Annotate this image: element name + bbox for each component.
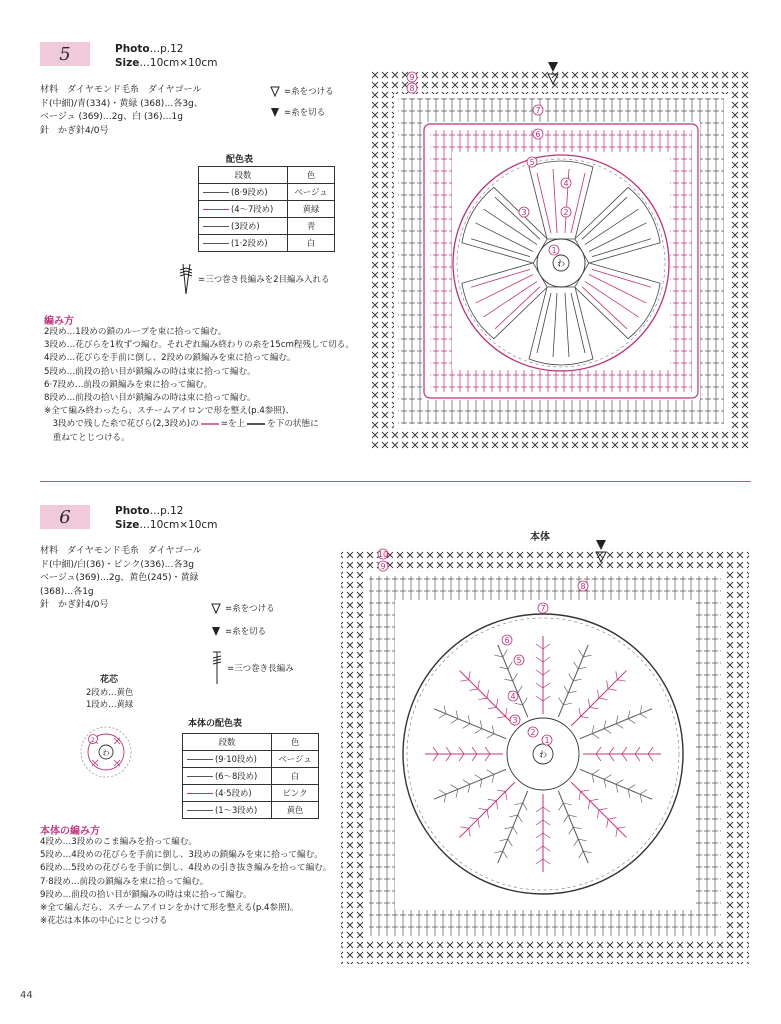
petal-stitch	[597, 810, 598, 818]
petal-stitch	[433, 747, 438, 754]
round-label-2: 2	[90, 736, 96, 744]
petal-stitch	[628, 789, 630, 797]
round-label-2: 2	[530, 728, 536, 737]
petal-stitch	[543, 846, 550, 851]
legend-triple-crochet-5: =三つ巻き長編みを2目編み入れる	[178, 262, 330, 296]
petal-stitch	[607, 680, 608, 688]
petal-stitch	[536, 683, 543, 688]
flower-center-chart	[78, 724, 134, 780]
petal-stitch	[559, 803, 564, 810]
petal-stitch	[564, 686, 569, 693]
petal-stitch	[463, 780, 470, 785]
petal-stitch	[459, 747, 464, 754]
petal-stitch	[456, 789, 458, 797]
petal-stitch	[523, 698, 528, 705]
petal-stitch	[514, 803, 522, 805]
petal-stitch	[609, 747, 614, 754]
petal-stitch	[536, 696, 543, 701]
petal-stitch	[617, 827, 625, 828]
petal-stitch	[469, 671, 470, 679]
petal-stitch	[480, 720, 482, 728]
round-label-5: 5	[529, 158, 535, 167]
petal-stitch	[543, 670, 550, 675]
petal-stitch	[492, 774, 494, 782]
petal-stitch	[518, 815, 523, 822]
petal-stitch	[592, 774, 594, 782]
petal-stitch	[580, 790, 588, 791]
ring-label: わ	[557, 259, 565, 268]
petal-stitch	[459, 754, 464, 761]
petal-stitch	[543, 820, 550, 825]
round-label-7: 7	[535, 106, 541, 115]
petal-stitch	[536, 670, 543, 675]
petal-stitch	[475, 729, 482, 734]
step-line: 2段め…1段めの鎖のループを束に拾って編む。	[44, 327, 227, 337]
petal-stitch	[508, 662, 513, 669]
petal-stitch	[592, 725, 594, 733]
line-sample	[203, 192, 229, 193]
petal-stitch	[599, 698, 607, 699]
materials-line: (368)…各1g	[40, 586, 94, 597]
color-table-5	[198, 166, 335, 252]
howto-title-5: 編み方	[44, 316, 74, 327]
petal-stitch	[579, 851, 584, 858]
petal-stitch	[469, 828, 470, 836]
petal-stitch	[485, 754, 490, 761]
petal-stitch	[588, 699, 589, 707]
petal-stitch	[622, 754, 627, 761]
petal-stitch	[563, 803, 571, 805]
petal-stitch	[648, 747, 653, 754]
round-label-9: 9	[380, 562, 386, 571]
center-line: 1段め…黄緑	[86, 699, 134, 709]
table-row: (1〜3段め) 黄色	[183, 802, 319, 819]
howto-steps-6	[40, 836, 340, 928]
table-row: (8·9段め) ベージュ	[199, 184, 335, 201]
step-line: 3段めで残した糸で花びら(2,3段め)の =を上 を下の状態に	[44, 419, 319, 430]
center-title: 花芯	[100, 675, 119, 685]
petal-stitch	[499, 667, 507, 669]
round-label-9: 9	[409, 73, 415, 82]
table-row: (4·5段め) ピンク	[183, 785, 319, 802]
step-line: ※花芯は本体の中心にとじつける	[40, 916, 168, 927]
petal-stitch	[496, 699, 497, 707]
petal-stitch	[628, 785, 635, 790]
petal-stitch	[578, 839, 586, 841]
petal-spoke	[498, 645, 528, 717]
petal-stitch	[574, 662, 579, 669]
petal-stitch	[635, 754, 640, 761]
petal-stitch	[478, 680, 479, 688]
petal-stitch	[536, 657, 543, 662]
round-label-8: 8	[580, 582, 586, 591]
petal-spoke	[558, 645, 588, 717]
line-sample	[187, 759, 213, 760]
center-info	[86, 686, 133, 710]
howto-title-6: 本体の編み方	[40, 826, 100, 837]
petal-stitch	[513, 827, 518, 834]
round-label-7: 7	[540, 604, 546, 613]
petal-stitch	[583, 655, 591, 657]
color-table-6	[182, 733, 319, 819]
petal-stitch	[439, 790, 446, 795]
chart-title-body: 本体	[530, 532, 550, 543]
attach-yarn-icon	[211, 603, 221, 614]
petal-stitch	[640, 790, 647, 795]
petal-stitch	[494, 851, 502, 853]
petal-stitch	[608, 818, 616, 819]
petal-stitch	[607, 819, 608, 827]
petal-stitch	[487, 734, 494, 739]
pattern-number-tab-5: 5	[40, 42, 90, 66]
materials-line: ド(中細)/青(334)・黄緑 (368)…各3g、	[40, 98, 203, 109]
petal-stitch	[536, 846, 543, 851]
line-sample	[203, 226, 229, 227]
round-label-6: 6	[504, 636, 510, 645]
materials-line: ベージュ (369)…2g、白 (36)…1g	[40, 112, 183, 122]
petal-stitch	[444, 794, 446, 802]
petal-stitch	[573, 827, 581, 829]
petal-stitch	[444, 705, 446, 713]
petal-stitch	[604, 779, 606, 787]
photo-size-info-5: Photo…p.12 Size…10cm×10cm	[115, 43, 218, 69]
petal	[529, 287, 593, 365]
petal-stitch	[503, 650, 508, 657]
petal-stitch	[579, 650, 584, 657]
petal-stitch	[469, 689, 477, 690]
petal-stitch	[478, 819, 479, 827]
step-line: 5段め…4段めの花びらを手前に倒し、3段めの鎖編みを束に拾って編む。	[40, 850, 323, 861]
petal-stitch	[468, 715, 470, 723]
petal-stitch	[503, 851, 508, 858]
round-label-6: 6	[535, 130, 541, 139]
petal-stitch	[559, 698, 564, 705]
petal-stitch	[456, 710, 458, 718]
petal-stitch	[536, 644, 543, 649]
petal-stitch	[451, 785, 458, 790]
color-table-title-6: 本体の配色表	[188, 719, 243, 729]
petal-stitch	[543, 859, 550, 864]
petal-stitch	[569, 674, 574, 681]
petal-stitch	[460, 827, 468, 828]
petal-stitch	[451, 719, 458, 724]
petal-stitch	[604, 775, 611, 780]
petal-stitch	[590, 707, 598, 708]
petal-stitch	[472, 747, 477, 754]
pink-line-sample	[201, 423, 219, 425]
petal-stitch	[506, 708, 507, 716]
triple-treble-crochet-icon	[211, 650, 223, 686]
step-line: 4段め…3段めのこま編みを拾って編む。	[40, 837, 198, 847]
legend-triple-6: =三つ巻き長編み	[211, 650, 294, 686]
petal-stitch	[543, 657, 550, 662]
howto-steps-5	[44, 326, 359, 445]
petal-stitch	[543, 683, 550, 688]
step-line: 3段め…花びらを1枚ずつ編む。それぞれ編み終わりの糸を15cm程残して切る。	[44, 340, 354, 351]
petal-stitch	[628, 719, 635, 724]
petal-stitch	[543, 696, 550, 701]
table-header-row: 段数 色	[183, 734, 319, 751]
line-sample	[203, 209, 229, 210]
petal-stitch	[497, 717, 505, 718]
dark-line-sample	[247, 423, 265, 425]
petal-stitch	[616, 780, 623, 785]
petal-stitch	[446, 754, 451, 761]
petal-stitch	[640, 794, 642, 802]
legend-cut-5: =糸を切る	[270, 106, 325, 118]
petal-stitch	[487, 770, 494, 775]
step-line: 7·8段め…前段の鎖編みを束に拾って編む。	[40, 876, 209, 887]
petal-stitch	[475, 775, 482, 780]
line-sample	[203, 243, 229, 244]
round-label-4: 4	[563, 179, 569, 188]
photo-size-info-6: Photo…p.12 Size…10cm×10cm	[115, 505, 218, 531]
petal-stitch	[487, 810, 488, 818]
petal-stitch	[616, 828, 617, 836]
round-label-1: 1	[544, 736, 550, 745]
step-line: ※全て編み終わったら、スチームアイロンで形を整え(p.4参照)、	[44, 406, 294, 417]
petal-stitch	[599, 808, 607, 809]
petal-stitch	[616, 715, 618, 723]
cut-yarn-icon	[211, 626, 221, 637]
petal-stitch	[592, 734, 599, 739]
round-label-5: 5	[516, 656, 522, 665]
petal-stitch	[536, 820, 543, 825]
petal-stitch	[460, 680, 468, 681]
table-row: (4〜7段め) 黄緑	[199, 201, 335, 218]
petal-stitch	[488, 799, 496, 800]
triple-treble-crochet-icon	[178, 262, 194, 296]
round-label-1: 1	[551, 246, 557, 255]
table-header-row: 段数 色	[199, 167, 335, 184]
petal-stitch	[523, 803, 528, 810]
petal-stitch	[617, 680, 625, 681]
petal-stitch	[518, 686, 523, 693]
round-label-4: 4	[510, 692, 516, 701]
legend-cut-6: =糸を切る	[211, 625, 266, 637]
petal-stitch	[608, 689, 616, 690]
petal-stitch	[513, 674, 518, 681]
table-row: (6〜8段め) 白	[183, 768, 319, 785]
petal-stitch	[568, 815, 576, 817]
materials-line: ド(中細)/白(36)・ピンク(336)…各3g	[40, 559, 194, 570]
table-row: (3段め) 青	[199, 218, 335, 235]
petal-stitch	[616, 784, 618, 792]
petal-stitch	[499, 839, 507, 841]
petal-stitch	[446, 747, 451, 754]
step-line: 4段め…花びらを手前に倒し、2段めの鎖編みを束に拾って編む。	[44, 353, 296, 364]
center-line: 2段め…黄色	[86, 687, 134, 697]
table-row: (9·10段め) ベージュ	[183, 751, 319, 768]
petal-stitch	[543, 807, 550, 812]
petal	[529, 161, 593, 239]
petal-stitch	[580, 717, 588, 718]
step-line: 5段め…前段の拾い目が鎖編みの時は束に拾って編む。	[44, 366, 256, 377]
petal-stitch	[578, 667, 586, 669]
petal-stitch	[579, 791, 580, 799]
petal-stitch	[543, 833, 550, 838]
materials-block-5	[40, 84, 270, 138]
step-line: ※全て編んだら、スチームアイロンをかけて形を整える(p.4参照)。	[40, 903, 299, 914]
petal-stitch	[508, 839, 513, 846]
petal-stitch	[596, 754, 601, 761]
legend-attach-6: =糸をつける	[211, 602, 275, 614]
petal-stitch	[536, 859, 543, 864]
petal-stitch	[543, 644, 550, 649]
petal-stitch	[504, 679, 512, 681]
petal-stitch	[468, 784, 470, 792]
petal-stitch	[590, 799, 598, 800]
ring-label: わ	[539, 750, 547, 759]
petal-stitch	[469, 818, 477, 819]
ring-label: わ	[102, 749, 110, 757]
round-label-10: 10	[377, 550, 389, 559]
petal-stitch	[496, 801, 497, 809]
petal-stitch	[536, 833, 543, 838]
pattern-number-tab-6: 6	[40, 505, 90, 529]
petal-stitch	[648, 754, 653, 761]
petal-stitch	[640, 714, 647, 719]
petal-stitch	[497, 790, 505, 791]
petal-stitch	[569, 827, 574, 834]
round-label-2: 2	[563, 208, 569, 217]
petal-stitch	[640, 705, 642, 713]
petal-stitch	[514, 703, 522, 705]
petal-stitch	[588, 801, 589, 809]
step-line: 6段め…5段めの花びらを手前に倒し、4段めの引き抜き編みを拾って編む。	[40, 863, 332, 874]
petal-stitch	[492, 725, 494, 733]
materials-line: 材料 ダイヤモンド毛糸 ダイヤゴール	[40, 85, 202, 95]
petal-stitch	[487, 690, 488, 698]
petal-stitch	[494, 655, 502, 657]
line-sample	[187, 793, 213, 794]
petal-stitch	[597, 690, 598, 698]
petal-stitch	[604, 729, 611, 734]
materials-line: 針 かぎ針4/0号	[40, 600, 109, 610]
crochet-chart-5	[360, 60, 760, 460]
attach-yarn-icon	[270, 86, 280, 97]
petal-stitch	[463, 724, 470, 729]
petal-stitch	[616, 724, 623, 729]
petal-stitch	[488, 707, 496, 708]
petal-stitch	[592, 770, 599, 775]
petal-stitch	[485, 747, 490, 754]
petal-stitch	[479, 808, 487, 809]
petal-stitch	[439, 714, 446, 719]
petal-stitch	[509, 815, 517, 817]
petal-stitch	[574, 839, 579, 846]
petal-stitch	[564, 815, 569, 822]
step-line: 6·7段め…前段の鎖編みを束に拾って編む。	[44, 379, 213, 390]
petal-stitch	[609, 754, 614, 761]
color-table-title-5: 配色表	[226, 155, 254, 165]
petal-stitch	[506, 791, 507, 799]
section-divider	[40, 481, 751, 482]
cut-yarn-icon	[270, 107, 280, 118]
petal-stitch	[573, 679, 581, 681]
petal-stitch	[604, 720, 606, 728]
petal-stitch	[596, 747, 601, 754]
petal-stitch	[628, 710, 630, 718]
materials-line: 針 かぎ針4/0号	[40, 125, 109, 136]
step-line: 8段め…前段の拾い目が鎖編みの時は束に拾って編む。	[44, 393, 256, 404]
petal-stitch	[480, 779, 482, 787]
step-line: 9段め…前段の拾い目が鎖編みの時は束に拾って編む。	[40, 889, 252, 900]
petal-stitch	[635, 747, 640, 754]
petal-stitch	[504, 827, 512, 829]
petal-stitch	[563, 703, 571, 705]
page-number: 44	[20, 990, 33, 1001]
line-sample	[187, 776, 213, 777]
legend-attach-5: =糸をつける	[270, 85, 334, 97]
petal-stitch	[568, 691, 576, 693]
materials-line: ベージュ(369)…2g、黄色(245)・黄緑	[40, 573, 199, 583]
round-label-3: 3	[512, 716, 518, 725]
petal-stitch	[622, 747, 627, 754]
petal-stitch	[579, 708, 580, 716]
step-line: 重ねてとじつける。	[44, 432, 130, 443]
petal-stitch	[536, 807, 543, 812]
line-sample	[187, 810, 213, 811]
round-label-3: 3	[521, 208, 527, 217]
petal-stitch	[433, 754, 438, 761]
table-row: (1·2段め) 白	[199, 235, 335, 252]
crochet-chart-6	[335, 540, 755, 970]
petal-stitch	[616, 671, 617, 679]
petal-stitch	[472, 754, 477, 761]
petal-stitch	[583, 851, 591, 853]
materials-line: 材料 ダイヤモンド毛糸 ダイヤゴール	[40, 546, 202, 556]
petal-stitch	[479, 698, 487, 699]
round-label-8: 8	[409, 84, 415, 93]
